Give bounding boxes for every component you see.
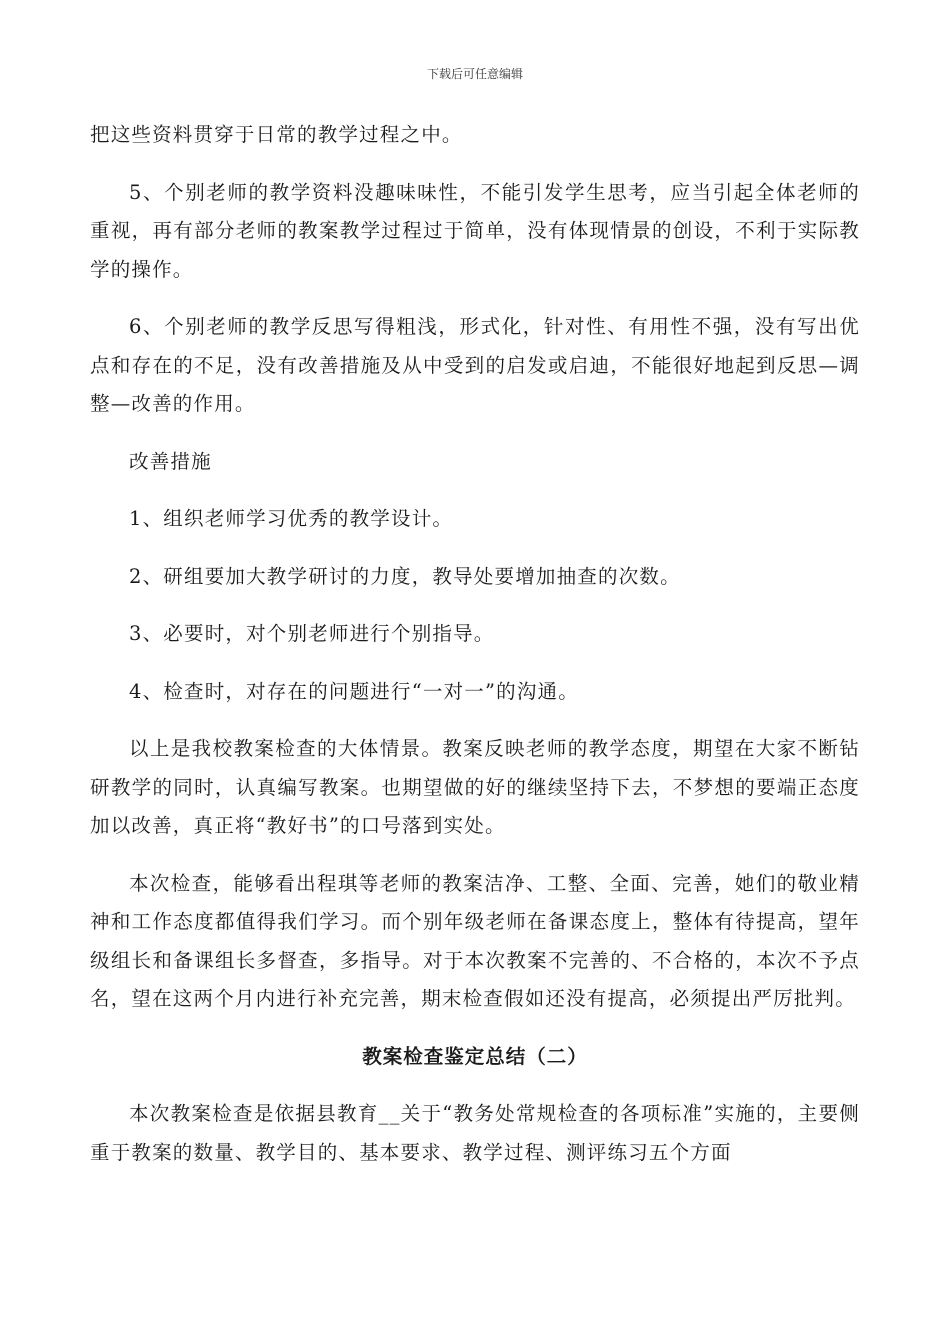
section-heading: 教案检查鉴定总结（二） [362, 1044, 588, 1068]
measure-item-2: 2、研组要加大教学研讨的力度，教导处要增加抽查的次数。 [129, 564, 681, 588]
paragraph-summary: 以上是我校教案检查的大体情景。教案反映老师的教学态度，期望在大家不断钻研教学的同时，认真编写教案。也期望做的好的继续坚持下去，不梦想的要端正态度加以改善，真正将“教好书”的口号落到实处。 [90, 737, 860, 837]
measure-item-1: 1、组织老师学习优秀的教学设计。 [129, 507, 454, 530]
subheading-improvement-measures: 改善措施 [129, 449, 212, 473]
document-body [90, 116, 860, 1172]
paragraph-continuation: 把这些资料贯穿于日常的教学过程之中。 [90, 123, 463, 146]
page-header-note: 下载后可任意编辑 [426, 67, 523, 81]
measure-item-4: 4、检查时，对存在的问题进行“一对一”的沟通。 [129, 679, 579, 703]
paragraph-item-5: 5、个别老师的教学资料没趣味味性，不能引发学生思考，应当引起全体老师的重视，再有部分老师的教案教学过程过于简单，没有体现情景的创设，不利于实际教学的操作。 [90, 180, 860, 281]
paragraph-item-6: 6、个别老师的教学反思写得粗浅，形式化，针对性、有用性不强，没有写出优点和存在的不足，没有改善措施及从中受到的启发或启迪，不能很好地起到反思—调整—改善的作用。 [90, 315, 860, 415]
paragraph-section-intro: 本次教案检查是依据县教育__关于“教务处常规检查的各项标准”实施的，主要侧重于教案的数量、教学目的、基本要求、教学过程、测评练习五个方面 [90, 1102, 860, 1164]
paragraph-evaluation: 本次检查，能够看出程琪等老师的教案洁净、工整、全面、完善，她们的敬业精神和工作态度都值得我们学习。而个别年级老师在备课态度上，整体有待提高，望年级组长和备课组长多督查，多指导。对于本次教案不完善的、不合格的，本次不予点名，望在这两个月内进行补充完善，期末检查假如还没有提高，必须提出严厉批判。 [90, 871, 860, 1010]
measure-item-3: 3、必要时，对个别老师进行个别指导。 [129, 622, 495, 645]
